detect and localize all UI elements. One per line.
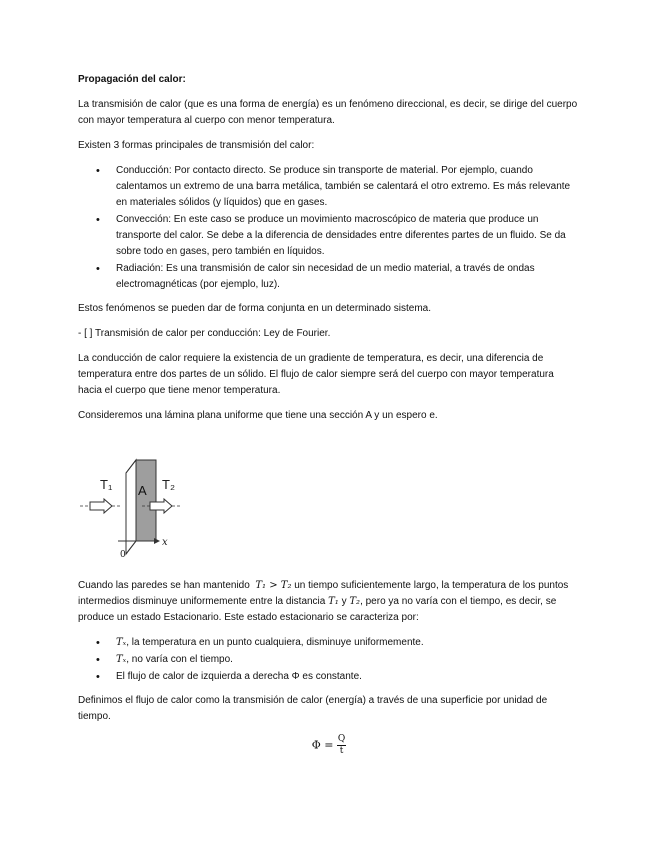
label-t2: T₂: [162, 477, 175, 492]
arrow-left-icon: [90, 499, 112, 513]
label-x: x: [162, 537, 168, 548]
formula-fraction: [337, 734, 346, 757]
steady-y: y: [341, 596, 347, 607]
definition-paragraph: Definimos el flujo de calor como la transmisión de calor (energía) a través de una superficie por unidad de tiempo.: [78, 695, 548, 722]
t2-symbol: T₂: [349, 596, 361, 607]
list-item: [78, 669, 580, 685]
consider-paragraph: Consideremos una lámina plana uniforme que tiene una sección A y un espero e.: [78, 410, 438, 421]
steady-paragraph: [78, 578, 580, 626]
joint-paragraph: Estos fenómenos se pueden dar de forma conjunta en un determinado sistema.: [78, 303, 431, 314]
list-item: [78, 635, 580, 651]
x-axis-arrowhead: [154, 538, 160, 544]
slab-diagram: [78, 433, 238, 558]
inequality: T₁ > T₂: [255, 580, 292, 591]
forms-list: [78, 163, 580, 293]
property-text: , no varía con el tiempo.: [126, 654, 233, 665]
conduction-paragraph: La conducción de calor requiere la existencia de un gradiente de temperatura, es decir, una diferencia de temperatura entre dos partes de un sólido. El flujo de calor siempre será del cuerpo con mayor temperatura hacia el cuerpo que tiene menor temperatura.: [78, 353, 554, 396]
flux-formula: [78, 734, 580, 757]
steady-text-1: Cuando las paredes se han mantenido: [78, 580, 250, 591]
slab-front-face: [136, 460, 156, 541]
slab-figure: [78, 433, 238, 558]
list-item: [78, 652, 580, 668]
label-t1: T₁: [100, 477, 113, 492]
label-origin: 0: [120, 550, 126, 558]
document-page: [78, 72, 580, 757]
properties-list: [78, 635, 580, 685]
formula-numerator: Q: [337, 734, 346, 744]
list-item: • Conducción: Por contacto directo. Se produce sin transporte de material. Por ejemplo, cuando calentamos un extremo de una barra metálica, también se calentará el otro extremo. Es más relevante en materiales sólidos (y líquidos) que en gases.: [78, 163, 580, 211]
forms-intro: Existen 3 formas principales de transmisión del calor:: [78, 140, 315, 151]
formula-denominator: t: [339, 745, 344, 756]
t1-symbol: T₁: [328, 596, 339, 607]
section-title: Propagación del calor:: [78, 74, 186, 85]
list-item: • Radiación: Es una transmisión de calor sin necesidad de un medio material, a través de ondas electromagnéticas (por ejemplo, luz).: [78, 261, 580, 293]
formula-lhs: Φ =: [311, 738, 334, 752]
label-a: A: [138, 483, 147, 498]
tx-symbol: Tₓ: [116, 637, 127, 648]
property-text: El flujo de calor de izquierda a derecha Φ es constante.: [116, 671, 362, 682]
list-item: • Convección: En este caso se produce un movimiento macroscópico de materia que produce un transporte del calor. Se debe a la diferencia de densidades entre diferentes partes de un fluido. Se da sobre todo en gases, pero también en líquidos.: [78, 212, 580, 260]
steady-text-3: , pero ya no varía con el tiempo, es decir, se produce un estado Estacionario. Este estado estacionario se caracteriza por:: [78, 596, 557, 623]
slab-left-face: [126, 460, 136, 554]
tx-symbol: Tₓ: [116, 654, 127, 665]
fourier-task: - [ ] Transmisión de calor per conducción: Ley de Fourier.: [78, 328, 331, 339]
property-text: , la temperatura en un punto cualquiera, disminuye uniformemente.: [126, 637, 424, 648]
intro-paragraph: La transmisión de calor (que es una forma de energía) es un fenómeno direccional, es decir, se dirige del cuerpo con mayor temperatura al cuerpo con menor temperatura.: [78, 99, 578, 126]
steady-text-2: un tiempo suficientemente largo, la temperatura de los puntos intermedios disminuye uniformemente entre la distancia: [78, 580, 569, 607]
